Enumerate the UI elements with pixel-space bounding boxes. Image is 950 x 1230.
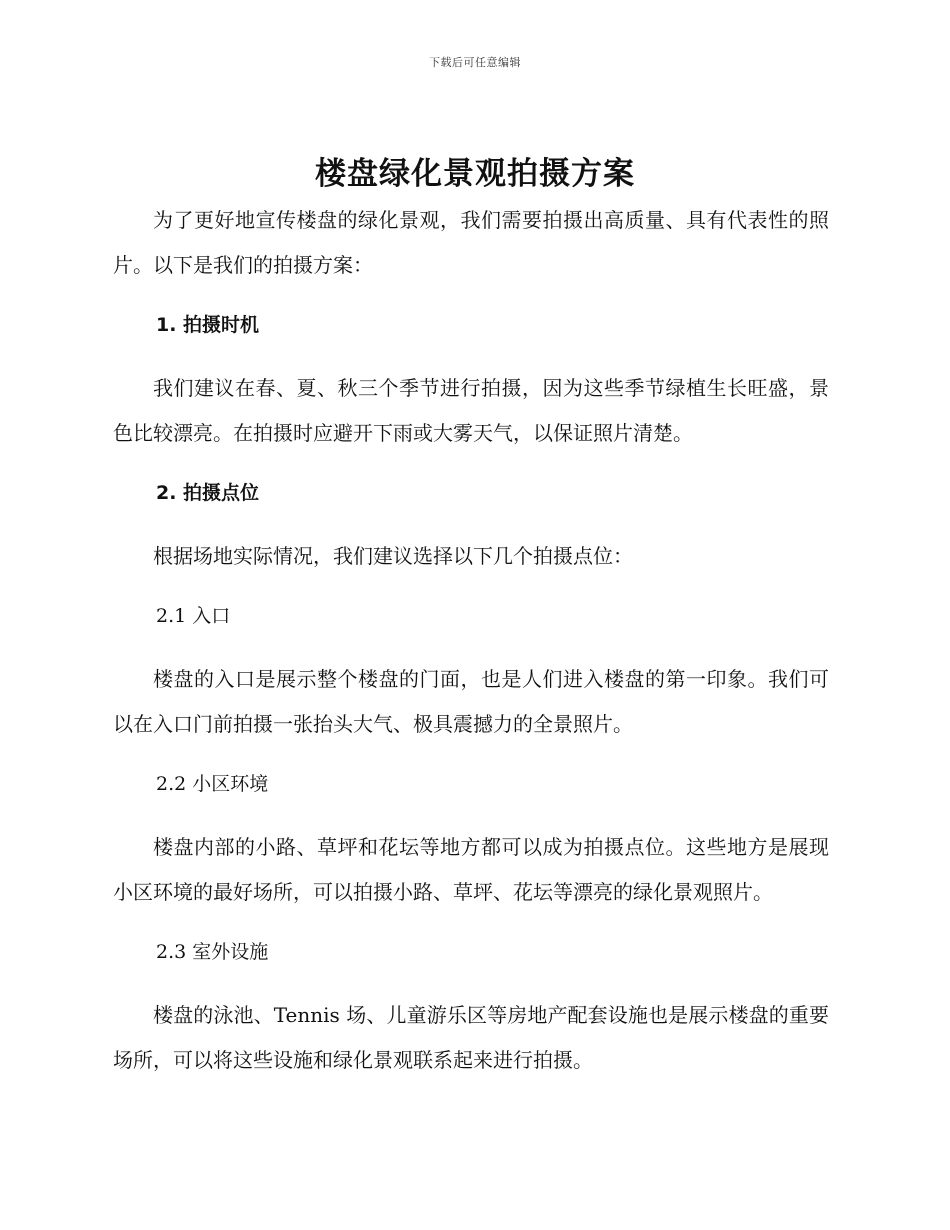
section-heading-environment: 2.2 小区环境 <box>156 773 269 795</box>
section-heading-timing: 1. 拍摄时机 <box>156 314 260 336</box>
section-heading-facilities: 2.3 室外设施 <box>156 941 269 963</box>
document-body <box>113 198 829 1105</box>
intro-paragraph: 为了更好地宣传楼盘的绿化景观，我们需要拍摄出高质量、具有代表性的照片。以下是我们的拍摄方案： <box>113 208 829 277</box>
section-paragraph-entrance: 楼盘的入口是展示整个楼盘的门面，也是人们进入楼盘的第一印象。我们可以在入口门前拍摄一张抬头大气、极具震撼力的全景照片。 <box>113 667 829 736</box>
section-heading-entrance: 2.1 入口 <box>156 605 231 627</box>
header-note: 下载后可任意编辑 <box>429 56 521 69</box>
document-title: 楼盘绿化景观拍摄方案 <box>315 156 635 192</box>
section-heading-locations: 2. 拍摄点位 <box>156 482 260 504</box>
section-paragraph-facilities: 楼盘的泳池、Tennis 场、儿童游乐区等房地产配套设施也是展示楼盘的重要场所，可以将这些设施和绿化景观联系起来进行拍摄。 <box>113 1003 829 1072</box>
section-paragraph-timing: 我们建议在春、夏、秋三个季节进行拍摄，因为这些季节绿植生长旺盛，景色比较漂亮。在拍摄时应避开下雨或大雾天气，以保证照片清楚。 <box>113 376 829 445</box>
section-paragraph-locations: 根据场地实际情况，我们建议选择以下几个拍摄点位： <box>153 544 633 568</box>
section-paragraph-environment: 楼盘内部的小路、草坪和花坛等地方都可以成为拍摄点位。这些地方是展现小区环境的最好场所，可以拍摄小路、草坪、花坛等漂亮的绿化景观照片。 <box>113 835 829 904</box>
